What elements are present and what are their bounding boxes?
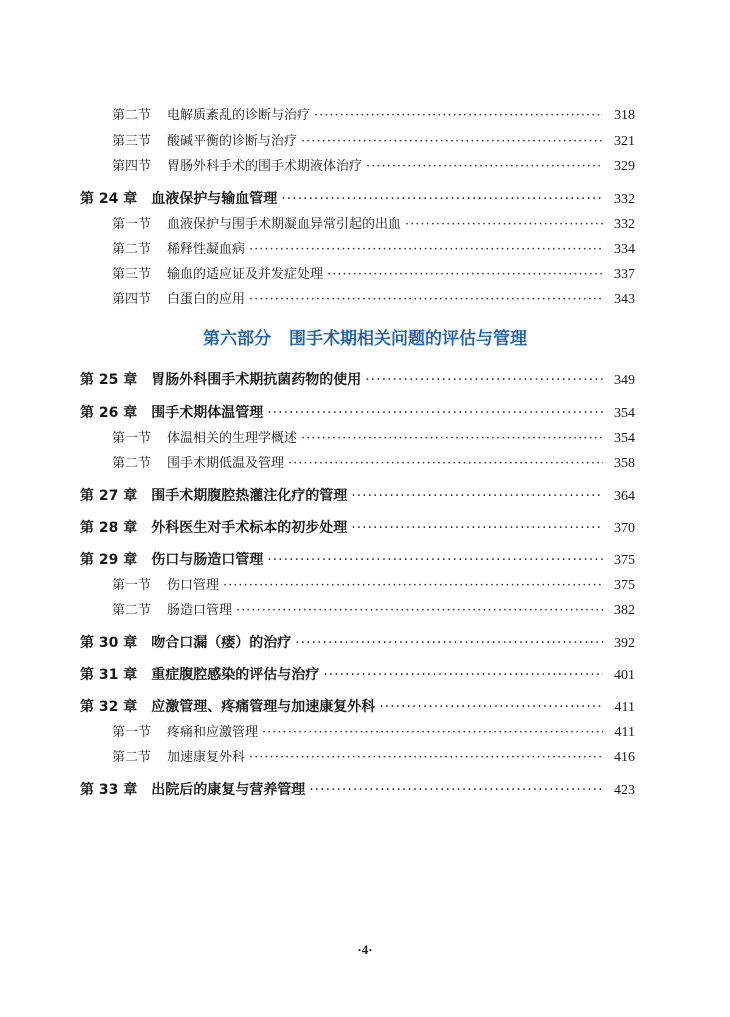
- entry-page-number: 423: [614, 783, 635, 798]
- entry-title: 围手术期体温管理: [151, 405, 264, 421]
- entry-page-number: 334: [614, 242, 635, 257]
- entry-page-number: 401: [614, 668, 635, 683]
- entry-title: 伤口与肠造口管理: [151, 552, 264, 568]
- toc-section-entry: [112, 263, 635, 283]
- dot-leader: [309, 782, 603, 798]
- toc-section-entry: [112, 721, 635, 741]
- toc-section-entry: [112, 288, 635, 308]
- dot-leader: [314, 108, 603, 123]
- toc-chapter-entry: [80, 696, 635, 716]
- dot-leader: [351, 488, 603, 504]
- entry-title: 围手术期腹腔热灌注化疗的管理: [151, 488, 348, 504]
- entry-title: 吻合口漏（瘘）的治疗: [151, 635, 292, 651]
- entry-title: 重症腹腔感染的评估与治疗: [151, 667, 320, 683]
- toc-chapter-entry: [80, 402, 635, 422]
- entry-title: 体温相关的生理学概述: [167, 431, 298, 446]
- entry-page-number: 354: [614, 406, 635, 421]
- dot-leader: [301, 431, 603, 446]
- toc-chapter-entry: [80, 632, 635, 652]
- entry-number: 第一节: [112, 725, 152, 740]
- entry-number: 第 32 章: [80, 699, 138, 715]
- toc-chapter-entry: [80, 188, 635, 208]
- dot-leader: [301, 134, 603, 149]
- entry-title: 酸碱平衡的诊断与治疗: [167, 134, 298, 149]
- dot-leader: [267, 552, 603, 568]
- entry-number: 第二节: [112, 242, 152, 257]
- toc-section-entry: [112, 104, 635, 124]
- dot-leader: [262, 725, 603, 740]
- entry-title: 应激管理、疼痛管理与加速康复外科: [151, 699, 376, 715]
- part-label: 第六部分: [203, 329, 271, 349]
- entry-page-number: 337: [614, 267, 635, 282]
- dot-leader: [288, 456, 603, 471]
- entry-title: 加速康复外科: [167, 750, 246, 765]
- toc-section-entry: [112, 574, 635, 594]
- entry-page-number: 321: [614, 134, 635, 149]
- entry-number: 第一节: [112, 578, 152, 593]
- entry-page-number: 343: [614, 292, 635, 307]
- entry-number: 第 26 章: [80, 405, 138, 421]
- toc-section-entry: [112, 213, 635, 233]
- entry-number: 第三节: [112, 267, 152, 282]
- dot-leader: [281, 191, 603, 207]
- entry-title: 外科医生对手术标本的初步处理: [151, 520, 348, 536]
- entry-number: 第二节: [112, 750, 152, 765]
- entry-number: 第 31 章: [80, 667, 138, 683]
- page-number: ·4·: [357, 942, 373, 957]
- entry-number: 第 30 章: [80, 635, 138, 651]
- entry-title: 胃肠外科手术的围手术期液体治疗: [167, 159, 363, 174]
- entry-page-number: 382: [614, 603, 635, 618]
- dot-leader: [405, 217, 603, 232]
- entry-page-number: 358: [614, 456, 635, 471]
- entry-page-number: 416: [614, 750, 635, 765]
- entry-number: 第三节: [112, 134, 152, 149]
- entry-title: 出院后的康复与营养管理: [151, 782, 306, 798]
- dot-leader: [249, 750, 603, 765]
- entry-number: 第 33 章: [80, 782, 138, 798]
- entry-title: 肠造口管理: [167, 603, 233, 618]
- toc-section-entry: [112, 130, 635, 150]
- entry-number: 第四节: [112, 292, 152, 307]
- toc-section-entry: [112, 238, 635, 258]
- entry-number: 第 24 章: [80, 191, 138, 207]
- toc-section-entry: [112, 746, 635, 766]
- dot-leader: [351, 520, 603, 536]
- entry-page-number: 318: [614, 108, 635, 123]
- entry-title: 血液保护与围手术期凝血异常引起的出血: [167, 217, 402, 232]
- entry-title: 疼痛和应激管理: [167, 725, 259, 740]
- part-title: 围手术期相关问题的评估与管理: [289, 329, 527, 349]
- entry-page-number: 392: [614, 636, 635, 651]
- dot-leader: [249, 242, 603, 257]
- entry-number: 第 29 章: [80, 552, 138, 568]
- entry-number: 第一节: [112, 217, 152, 232]
- toc-chapter-entry: [80, 517, 635, 537]
- entry-number: 第一节: [112, 431, 152, 446]
- entry-title: 血液保护与输血管理: [151, 191, 278, 207]
- entry-number: 第二节: [112, 108, 152, 123]
- dot-leader: [366, 159, 603, 174]
- entry-title: 白蛋白的应用: [167, 292, 246, 307]
- entry-title: 电解质紊乱的诊断与治疗: [167, 108, 311, 123]
- dot-leader: [236, 603, 603, 618]
- toc-chapter-entry: [80, 485, 635, 505]
- entry-page-number: 411: [614, 700, 635, 715]
- entry-number: 第二节: [112, 603, 152, 618]
- dot-leader: [327, 267, 603, 282]
- toc-chapter-entry: [80, 779, 635, 799]
- entry-number: 第 27 章: [80, 488, 138, 504]
- entry-number: 第 25 章: [80, 372, 138, 388]
- entry-page-number: 375: [614, 553, 635, 568]
- toc-section-entry: [112, 427, 635, 447]
- part-heading: [0, 324, 730, 349]
- entry-page-number: 349: [614, 373, 635, 388]
- toc-chapter-entry: [80, 549, 635, 569]
- dot-leader: [249, 292, 603, 307]
- entry-number: 第 28 章: [80, 520, 138, 536]
- toc-chapter-entry: [80, 664, 635, 684]
- toc-chapter-entry: [80, 369, 635, 389]
- entry-title: 胃肠外科围手术期抗菌药物的使用: [151, 372, 362, 388]
- toc-section-entry: [112, 452, 635, 472]
- entry-page-number: 354: [614, 431, 635, 446]
- entry-page-number: 332: [614, 192, 635, 207]
- entry-page-number: 370: [614, 521, 635, 536]
- dot-leader: [295, 635, 603, 651]
- entry-page-number: 375: [614, 578, 635, 593]
- entry-title: 输血的适应证及并发症处理: [167, 267, 324, 282]
- entry-page-number: 411: [614, 725, 635, 740]
- dot-leader: [379, 699, 603, 715]
- entry-page-number: 364: [614, 489, 635, 504]
- entry-title: 伤口管理: [167, 578, 220, 593]
- dot-leader: [365, 372, 603, 388]
- entry-number: 第四节: [112, 159, 152, 174]
- dot-leader: [267, 405, 603, 421]
- toc-section-entry: [112, 155, 635, 175]
- entry-page-number: 329: [614, 159, 635, 174]
- entry-title: 围手术期低温及管理: [167, 456, 285, 471]
- entry-number: 第二节: [112, 456, 152, 471]
- dot-leader: [323, 667, 603, 683]
- toc-section-entry: [112, 599, 635, 619]
- dot-leader: [223, 578, 603, 593]
- entry-page-number: 332: [614, 217, 635, 232]
- entry-title: 稀释性凝血病: [167, 242, 246, 257]
